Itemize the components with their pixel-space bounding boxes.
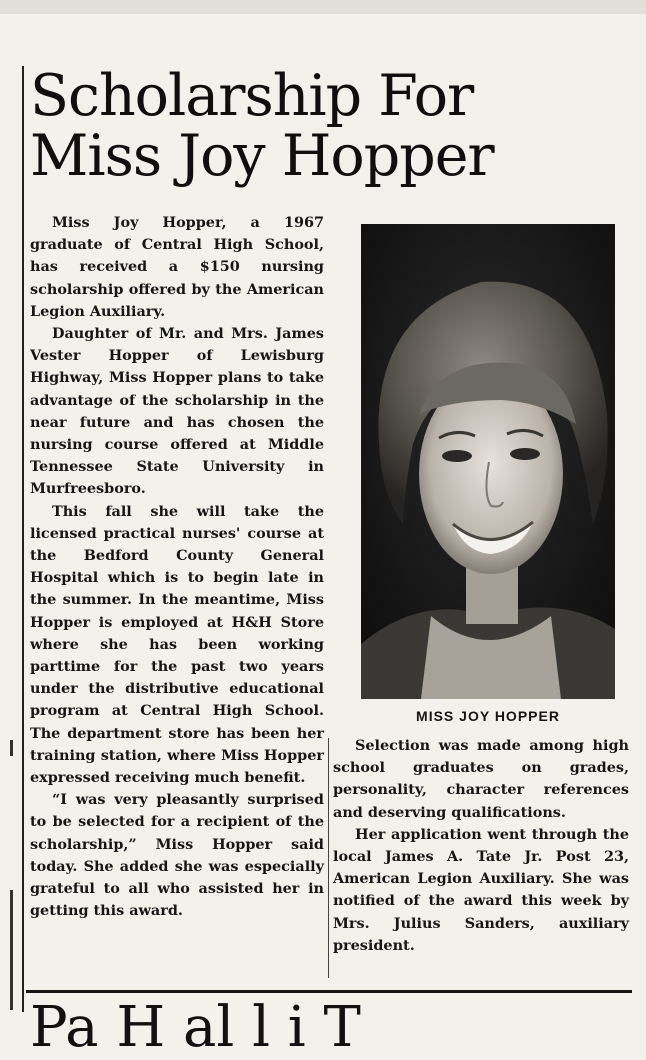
article-right-column (333, 735, 629, 957)
photo-caption: MISS JOY HOPPER (416, 708, 560, 724)
paragraph-3: This fall she will take the licensed practical nurses' course at the Bedford County General Hospital which is to begin late in the summer. In the meantime, Miss Hopper is employed at H&H Store where she has been working parttime for the past two years under the distributive educational program at Central High School. The department store has been her training station, where Miss Hopper expressed receiving much benefit. (30, 502, 324, 787)
clipping-top-edge (0, 0, 646, 14)
paragraph-4: “I was very pleasantly surprised to be selected for a recipient of the scholarship,” Miss Hopper said today. She added she was especially grateful to all who assisted her in getting this award. (30, 791, 324, 920)
headline-line-1: Scholarship For (30, 63, 474, 129)
article-bottom-rule (26, 990, 632, 993)
article-left-column (30, 212, 324, 923)
headline (30, 63, 630, 189)
margin-mark (10, 890, 13, 1010)
column-rule-left (22, 66, 24, 1012)
paragraph-2: Daughter of Mr. and Mrs. James Vester Hopper of Lewisburg Highway, Miss Hopper plans to take advantage of the scholarship in the near future and has chosen the nursing course offered at Middle Tennessee State University in Murfreesboro. (30, 325, 324, 498)
paragraph-1: Miss Joy Hopper, a 1967 graduate of Central High School, has received a $150 nursing scholarship offered by the American Legion Auxiliary. (30, 214, 324, 320)
portrait-photo (361, 224, 615, 699)
paragraph-5: Selection was made among high school graduates on grades, personality, character references and deserving qualifications. (333, 737, 629, 821)
column-divider (328, 738, 329, 978)
headline-line-2: Miss Joy Hopper (30, 123, 494, 189)
paragraph-6: Her application went through the local James A. Tate Jr. Post 23, American Legion Auxiliary. She was notified of the award this week by Mrs. Julius Sanders, auxiliary president. (333, 825, 629, 954)
margin-mark (10, 740, 13, 756)
portrait-illustration (361, 224, 615, 699)
next-article-headline-fragment: Pa H al l i T (30, 995, 361, 1060)
